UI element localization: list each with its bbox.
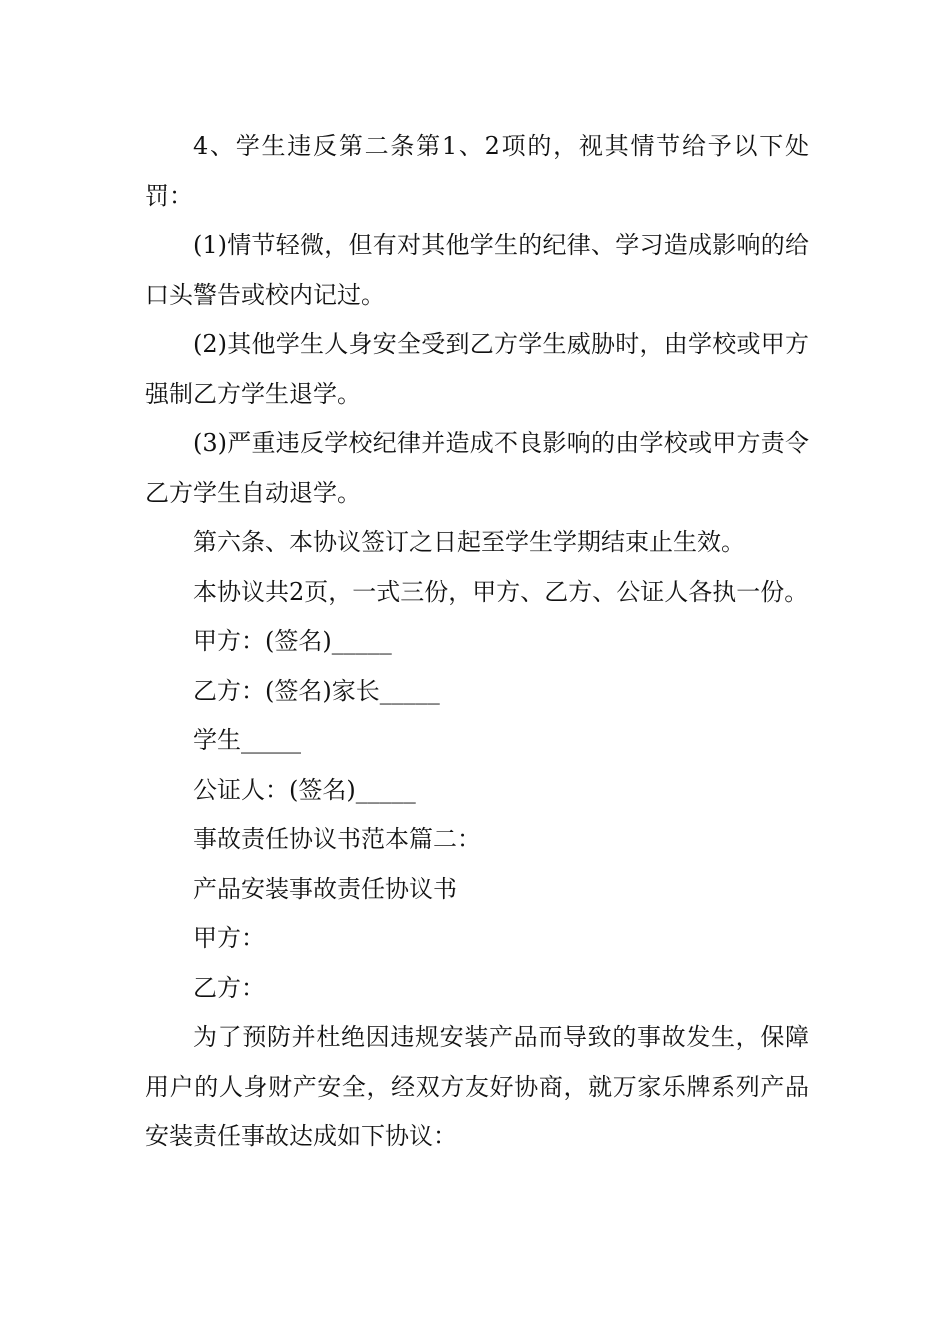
section-heading-part-2: 事故责任协议书范本篇二： (193, 825, 481, 853)
signature-party-b: 乙方：(签名)家长_____ (193, 676, 440, 705)
party-a-line: 甲方： (193, 924, 265, 952)
paragraph-penalty-1: (1)情节轻微，但有对其他学生的纪律、学习造成影响的给口头警告或校内记过。 (145, 231, 809, 309)
signature-student: 学生_____ (193, 726, 301, 754)
signature-notary: 公证人：(签名)_____ (193, 775, 416, 804)
party-b-line: 乙方： (193, 973, 265, 1002)
paragraph-article-6: 第六条、本协议签订之日起至学生学期结束止生效。 (193, 528, 745, 556)
paragraph-copies: 本协议共2页，一式三份，甲方、乙方、公证人各执一份。 (193, 577, 809, 606)
paragraph-penalty-2: (2)其他学生人身安全受到乙方学生威胁时，由学校或甲方强制乙方学生退学。 (145, 330, 809, 408)
signature-party-a: 甲方：(签名)_____ (193, 627, 392, 655)
paragraph-penalty-intro: 4、学生违反第二条第1、2项的，视其情节给予以下处罚： (145, 132, 809, 210)
paragraph-preamble: 为了预防并杜绝因违规安装产品而导致的事故发生，保障用户的人身财产安全，经双方友好协商，就万家乐牌系列产品安装责任事故达成如下协议： (145, 1023, 809, 1150)
document-page (145, 122, 809, 1162)
agreement-title: 产品安装事故责任协议书 (193, 874, 457, 903)
paragraph-penalty-3: (3)严重违反学校纪律并造成不良影响的由学校或甲方责令乙方学生自动退学。 (145, 429, 809, 507)
